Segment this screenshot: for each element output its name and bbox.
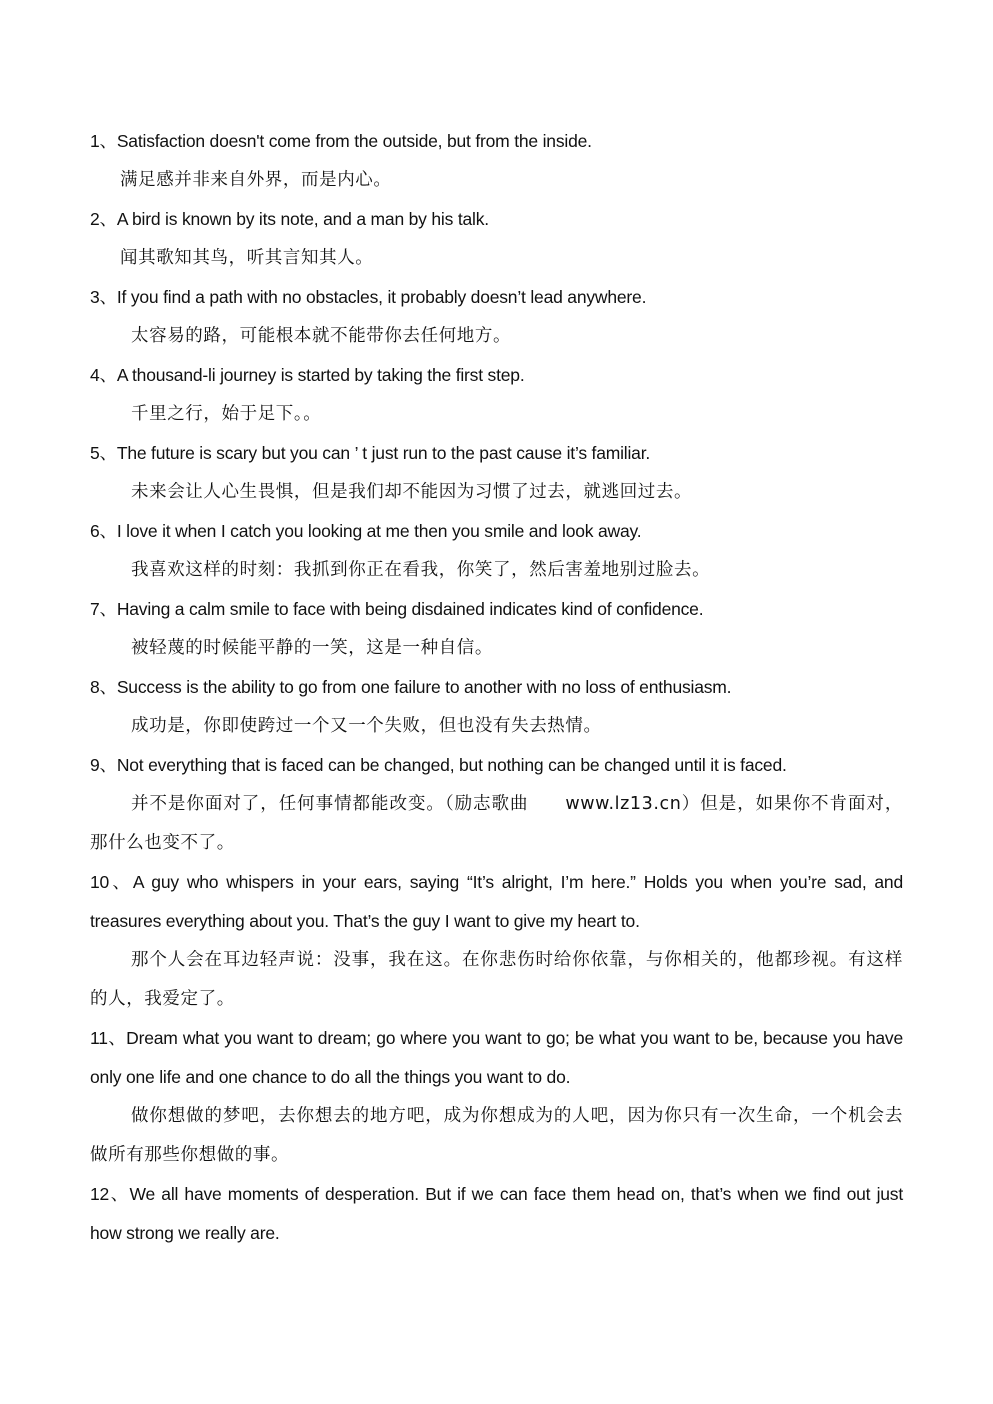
quote-5-english: 5、The future is scary but you can ’ t just run to the past cause it’s familiar.	[90, 443, 651, 463]
quote-11-english: 11、Dream what you want to dream; go where you want to go; be what you want to be, because you have only one life and one chance to do all the things you want to do.	[90, 1028, 903, 1087]
quote-list	[90, 122, 903, 1253]
quote-9-english: 9、Not everything that is faced can be changed, but nothing can be changed until it is faced.	[90, 755, 787, 775]
quote-9-chinese: 并不是你面对了，任何事情都能改变。（励志歌曲 www.lz13.cn）但是，如果你不肯面对，那什么也变不了。	[90, 794, 903, 853]
quote-8-chinese: 成功是，你即使跨过一个又一个失败，但也没有失去热情。	[131, 716, 602, 736]
quote-6-chinese: 我喜欢这样的时刻：我抓到你正在看我，你笑了，然后害羞地别过脸去。	[131, 560, 711, 580]
quote-5-chinese: 未来会让人心生畏惧，但是我们却不能因为习惯了过去，就逃回过去。	[131, 482, 693, 502]
quote-2-chinese: 闻其歌知其鸟，听其言知其人。	[120, 248, 374, 268]
quote-8-english: 8、Success is the ability to go from one failure to another with no loss of enthusiasm.	[90, 677, 732, 697]
quote-11-chinese: 做你想做的梦吧，去你想去的地方吧，成为你想成为的人吧，因为你只有一次生命，一个机会去做所有那些你想做的事。	[90, 1106, 903, 1165]
quote-2-english: 2、A bird is known by its note, and a man by his talk.	[90, 209, 489, 229]
quote-6-english: 6、I love it when I catch you looking at me then you smile and look away.	[90, 521, 642, 541]
quote-10-english: 10、A guy who whispers in your ears, saying “It’s alright, I’m here.” Holds you when you’re sad, and treasures everything about you. That’s the guy I want to give my heart to.	[90, 872, 903, 931]
quote-4-chinese: 千里之行，始于足下。。	[131, 404, 322, 424]
quote-7-english: 7、Having a calm smile to face with being disdained indicates kind of confidence.	[90, 599, 704, 619]
quote-1-english: 1、Satisfaction doesn't come from the outside, but from the inside.	[90, 131, 592, 151]
quote-4-english: 4、A thousand-li journey is started by taking the first step.	[90, 365, 525, 385]
quote-7-chinese: 被轻蔑的时候能平静的一笑，这是一种自信。	[131, 638, 493, 658]
quote-10-chinese: 那个人会在耳边轻声说：没事，我在这。在你悲伤时给你依靠，与你相关的，他都珍视。有这样的人，我爱定了。	[90, 950, 903, 1009]
quote-3-english: 3、If you find a path with no obstacles, it probably doesn’t lead anywhere.	[90, 287, 647, 307]
quote-1-chinese: 满足感并非来自外界，而是内心。	[120, 170, 392, 190]
quote-12-english: 12、We all have moments of desperation. But if we can face them head on, that’s when we find out just how strong we really are.	[90, 1184, 903, 1243]
quote-3-chinese: 太容易的路，可能根本就不能带你去任何地方。	[131, 326, 512, 346]
